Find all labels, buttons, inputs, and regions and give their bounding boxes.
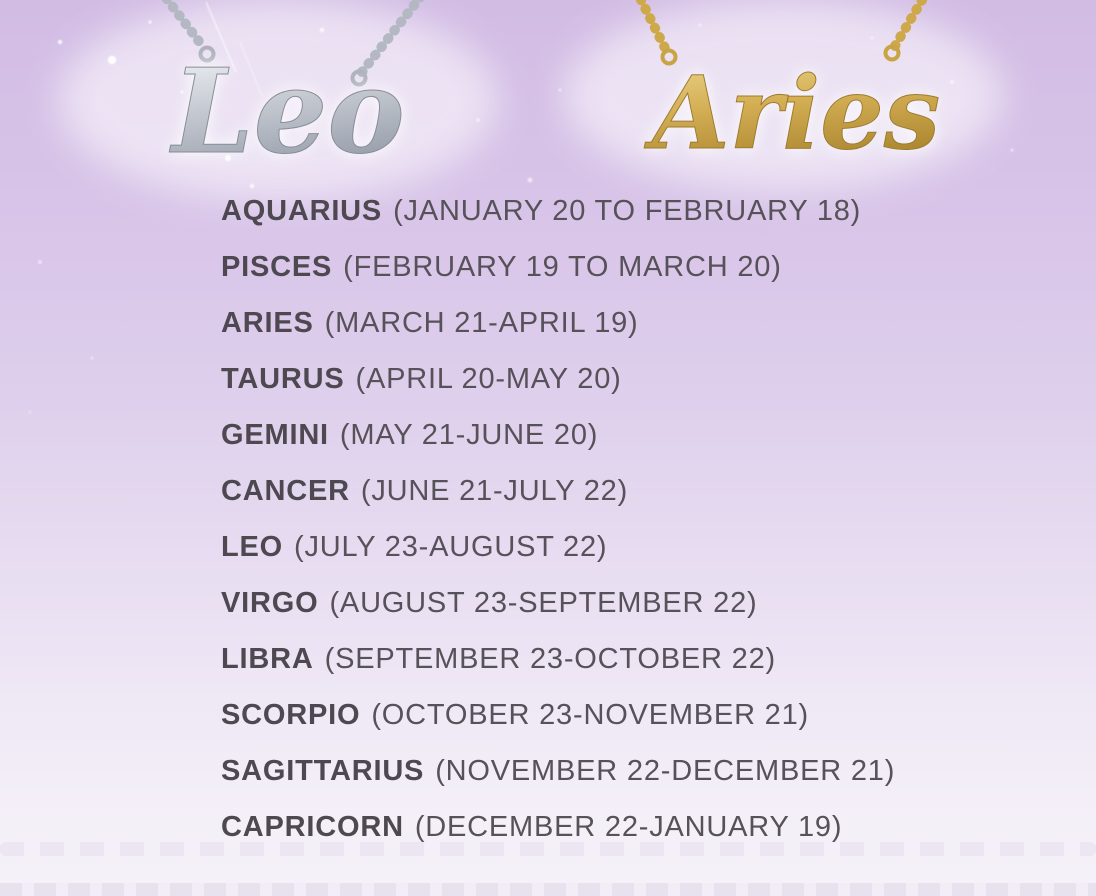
zodiac-sign-dates: (DECEMBER 22-JANUARY 19) (414, 810, 843, 843)
zodiac-row-cancer (221, 463, 981, 519)
zodiac-sign-dates: (APRIL 20-MAY 20) (355, 362, 622, 395)
zodiac-row-virgo (221, 575, 981, 631)
zodiac-sign-dates: (MAY 21-JUNE 20) (339, 418, 599, 451)
zodiac-row-aquarius (221, 183, 981, 239)
zodiac-row-libra (221, 631, 981, 687)
zodiac-sign-dates: (NOVEMBER 22-DECEMBER 21) (435, 754, 896, 787)
zodiac-row-pisces (221, 239, 981, 295)
zodiac-row-scorpio (221, 687, 981, 743)
zodiac-sign-name: SAGITTARIUS (221, 754, 425, 787)
zodiac-sign-dates: (OCTOBER 23-NOVEMBER 21) (371, 698, 809, 731)
zodiac-sign-name: LEO (221, 530, 284, 563)
zodiac-sign-dates: (FEBRUARY 19 TO MARCH 20) (343, 250, 782, 283)
gold-pendant-name: Aries (652, 54, 941, 172)
zodiac-sign-name: ARIES (221, 306, 314, 339)
zodiac-date-list (221, 183, 981, 855)
zodiac-sign-name: SCORPIO (221, 698, 361, 731)
zodiac-sign-name: LIBRA (221, 642, 314, 675)
zodiac-sign-name: AQUARIUS (221, 194, 383, 227)
zodiac-sign-dates: (JANUARY 20 TO FEBRUARY 18) (393, 194, 862, 227)
zodiac-row-leo (221, 519, 981, 575)
zodiac-sign-dates: (MARCH 21-APRIL 19) (324, 306, 639, 339)
zodiac-sign-name: PISCES (221, 250, 333, 283)
zodiac-sign-name: CANCER (221, 474, 350, 507)
bottom-faint-pattern-lower (0, 883, 1096, 896)
zodiac-row-capricorn (221, 799, 981, 855)
zodiac-sign-name: TAURUS (221, 362, 345, 395)
zodiac-sign-name: GEMINI (221, 418, 329, 451)
silver-pendant-name: Leo (172, 44, 405, 180)
zodiac-row-taurus (221, 351, 981, 407)
zodiac-sign-dates: (SEPTEMBER 23-OCTOBER 22) (324, 642, 776, 675)
zodiac-sign-dates: (AUGUST 23-SEPTEMBER 22) (329, 586, 758, 619)
zodiac-row-sagittarius (221, 743, 981, 799)
zodiac-sign-name: CAPRICORN (221, 810, 404, 843)
zodiac-sign-name: VIRGO (221, 586, 319, 619)
zodiac-sign-dates: (JUNE 21-JULY 22) (360, 474, 629, 507)
zodiac-row-gemini (221, 407, 981, 463)
zodiac-sign-dates: (JULY 23-AUGUST 22) (294, 530, 608, 563)
zodiac-row-aries (221, 295, 981, 351)
